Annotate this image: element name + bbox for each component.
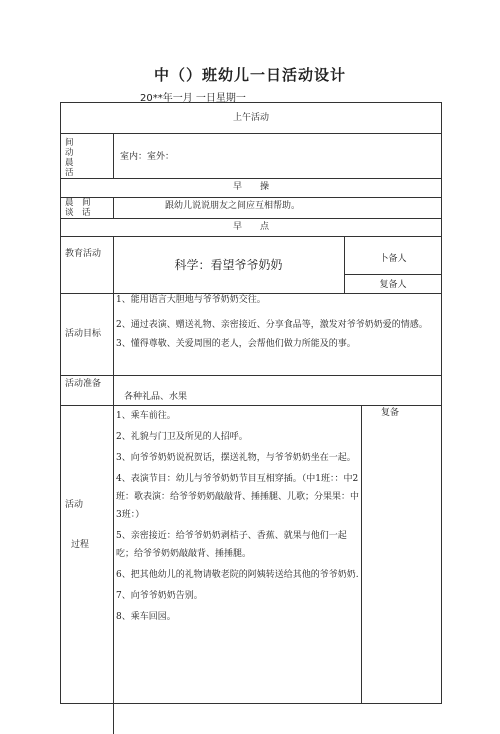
review-note: 复备	[381, 408, 400, 418]
date-line: 20**年一月 一日星期一	[140, 93, 246, 104]
morning-section-title: 上午活动	[232, 113, 269, 123]
row-divider	[61, 405, 441, 406]
process-step: 7、向爷爷奶奶告别。	[116, 591, 203, 601]
row-divider	[61, 197, 441, 198]
row-divider	[344, 274, 441, 275]
goal-item: 3、懂得尊敬、关爱周围的老人，会帮他们做力所能及的事。	[116, 339, 356, 349]
process-step: 6、把其他幼儿的礼物请敬老院的阿姨转送给其他的爷爷奶奶.	[116, 570, 359, 580]
column-divider	[361, 405, 362, 703]
process-label-top: 活动	[65, 500, 84, 510]
row-divider	[61, 133, 441, 134]
column-divider	[113, 133, 114, 178]
review-label: 复备人	[379, 280, 407, 290]
page-title: 中（）班幼儿一日活动设计	[153, 66, 346, 84]
row-divider	[61, 178, 441, 179]
activity-table	[60, 102, 442, 704]
goal-item: 1、能用语言大胆地与爷爷奶奶交往。	[116, 295, 266, 305]
column-divider	[113, 236, 114, 734]
process-step: 5、亲密接近：给爷爷奶奶剥桔子、香蕉、就果与他们一起吃；给爷爷奶奶敲敲背、捶捶腿。	[116, 531, 347, 559]
goal-item: 2、通过表演、赠送礼物、亲密接近、分享食品等，激发对爷爷奶奶爱的情感。	[116, 320, 428, 330]
morning-talk-value: 跟幼儿说说朋友之间应互相帮助。	[165, 201, 301, 211]
process-step: 4、表演节目：幼儿与爷爷奶奶节目互相穿插。（中1班：：中2班：歌表演：给爷爷奶奶敲敲背、捶捶腿、儿歌；分果果：中3班：）	[116, 474, 360, 520]
snack-title: 早 点	[232, 222, 269, 232]
exercise-title: 早 操	[232, 182, 269, 192]
education-label: 教育活动	[65, 249, 102, 259]
row-divider	[61, 218, 441, 219]
row-divider	[61, 236, 441, 237]
process-step: 8、乘车回园。	[116, 612, 176, 622]
row-divider	[61, 375, 441, 376]
process-step: 1、乘车前往。	[116, 411, 176, 421]
column-divider	[113, 197, 114, 218]
process-steps	[116, 407, 360, 626]
preparation-value: 各种礼品、水果	[124, 392, 188, 402]
activity-intro-value: 室内：室外：	[120, 152, 175, 162]
prep-label: 卜备人	[379, 254, 407, 264]
process-step: 2、礼貌与门卫及所见的人招呼。	[116, 432, 248, 442]
goals-label: 活动目标	[65, 329, 102, 339]
goals-list	[116, 293, 436, 361]
education-subject: 科学：看望爷爷奶奶	[174, 258, 283, 272]
preparation-label: 活动准备	[65, 379, 102, 389]
process-step: 3、向爷爷奶奶说祝贺话，摆送礼物，与爷爷奶奶坐在一起。	[116, 453, 356, 463]
morning-talk-label: 晨 间 谈 话	[65, 198, 91, 218]
process-label-bottom: 过程	[71, 540, 90, 550]
activity-intro-label: 间 动 晨 活	[65, 138, 74, 178]
